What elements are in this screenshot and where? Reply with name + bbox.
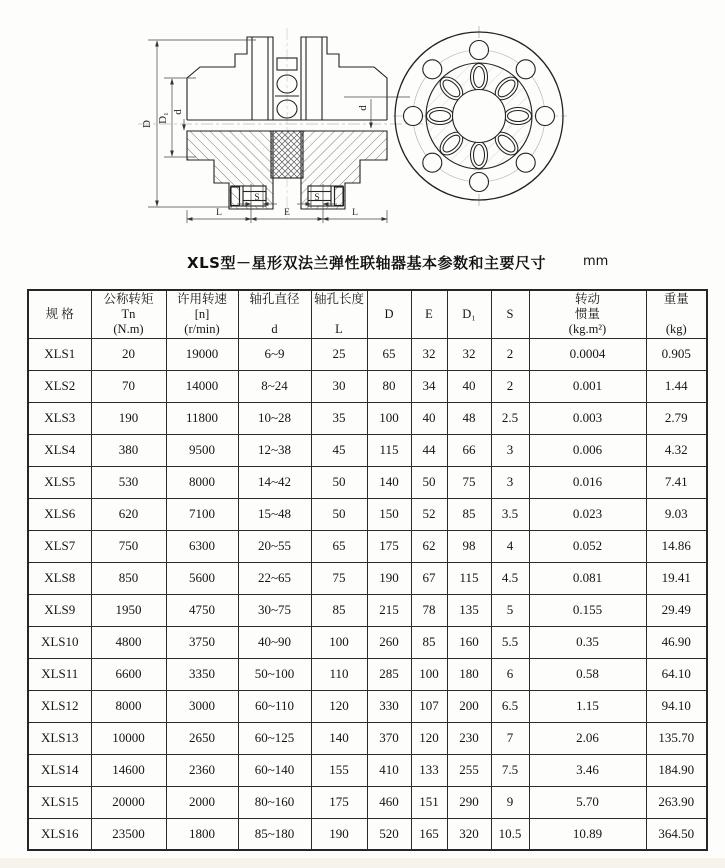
cell-spec: XLS2 bbox=[28, 370, 91, 402]
cell-nominal-torque: 20 bbox=[91, 338, 166, 370]
cell-spec: XLS12 bbox=[28, 690, 91, 722]
cell-dim-D1: 98 bbox=[447, 530, 491, 562]
cell-nominal-torque: 1950 bbox=[91, 594, 166, 626]
col-header-bore-diameter: 轴孔直径 d bbox=[238, 290, 311, 338]
cell-dim-D: 285 bbox=[367, 658, 411, 690]
cell-dim-D1: 48 bbox=[447, 402, 491, 434]
cell-nominal-torque: 620 bbox=[91, 498, 166, 530]
dim-label-E: E bbox=[284, 208, 290, 218]
cell-rotary-inertia: 0.0004 bbox=[529, 338, 646, 370]
cell-spec: XLS7 bbox=[28, 530, 91, 562]
cell-dim-D1: 290 bbox=[447, 786, 491, 818]
cell-dim-D: 215 bbox=[367, 594, 411, 626]
table-row bbox=[28, 722, 707, 754]
cell-allowable-speed: 3000 bbox=[166, 690, 238, 722]
coupling-drawings bbox=[0, 0, 725, 250]
cell-rotary-inertia: 0.023 bbox=[529, 498, 646, 530]
col-header-bore-length: 轴孔长度 L bbox=[311, 290, 367, 338]
cell-dim-S: 4.5 bbox=[491, 562, 529, 594]
cell-bore-diameter: 6~9 bbox=[238, 338, 311, 370]
col-header-nominal-torque: 公称转矩 Tn (N.m) bbox=[91, 290, 166, 338]
cell-nominal-torque: 23500 bbox=[91, 818, 166, 850]
cell-spec: XLS4 bbox=[28, 434, 91, 466]
cell-weight: 9.03 bbox=[646, 498, 707, 530]
cell-bore-length: 50 bbox=[311, 466, 367, 498]
cell-dim-S: 5 bbox=[491, 594, 529, 626]
cell-allowable-speed: 2000 bbox=[166, 786, 238, 818]
cell-dim-D: 175 bbox=[367, 530, 411, 562]
cell-dim-E: 78 bbox=[411, 594, 447, 626]
cell-rotary-inertia: 3.46 bbox=[529, 754, 646, 786]
cell-bore-length: 120 bbox=[311, 690, 367, 722]
cell-weight: 4.32 bbox=[646, 434, 707, 466]
table-row bbox=[28, 754, 707, 786]
cell-dim-S: 3 bbox=[491, 466, 529, 498]
cell-allowable-speed: 7100 bbox=[166, 498, 238, 530]
cell-nominal-torque: 850 bbox=[91, 562, 166, 594]
cell-allowable-speed: 3350 bbox=[166, 658, 238, 690]
cell-dim-E: 133 bbox=[411, 754, 447, 786]
cell-bore-diameter: 40~90 bbox=[238, 626, 311, 658]
parameter-table bbox=[27, 289, 708, 851]
cell-dim-D1: 160 bbox=[447, 626, 491, 658]
cell-rotary-inertia: 0.001 bbox=[529, 370, 646, 402]
cell-allowable-speed: 14000 bbox=[166, 370, 238, 402]
cell-spec: XLS15 bbox=[28, 786, 91, 818]
cell-bore-diameter: 60~140 bbox=[238, 754, 311, 786]
dim-label-D1: D₁ bbox=[157, 112, 169, 124]
cell-dim-D: 520 bbox=[367, 818, 411, 850]
cell-nominal-torque: 380 bbox=[91, 434, 166, 466]
cell-nominal-torque: 190 bbox=[91, 402, 166, 434]
cell-rotary-inertia: 5.70 bbox=[529, 786, 646, 818]
cell-bore-diameter: 22~65 bbox=[238, 562, 311, 594]
cell-dim-E: 151 bbox=[411, 786, 447, 818]
cell-bore-diameter: 30~75 bbox=[238, 594, 311, 626]
cell-dim-E: 85 bbox=[411, 626, 447, 658]
cell-allowable-speed: 3750 bbox=[166, 626, 238, 658]
table-row bbox=[28, 594, 707, 626]
dim-label-d-right: d bbox=[357, 105, 369, 111]
cell-weight: 46.90 bbox=[646, 626, 707, 658]
cell-weight: 364.50 bbox=[646, 818, 707, 850]
dim-label-d-left: d bbox=[172, 109, 184, 115]
cell-bore-diameter: 85~180 bbox=[238, 818, 311, 850]
cell-spec: XLS11 bbox=[28, 658, 91, 690]
cell-allowable-speed: 5600 bbox=[166, 562, 238, 594]
side-view-drawing bbox=[138, 28, 430, 223]
cell-dim-S: 2.5 bbox=[491, 402, 529, 434]
cell-weight: 64.10 bbox=[646, 658, 707, 690]
cell-dim-E: 52 bbox=[411, 498, 447, 530]
cell-nominal-torque: 10000 bbox=[91, 722, 166, 754]
cell-weight: 14.86 bbox=[646, 530, 707, 562]
cell-dim-D: 460 bbox=[367, 786, 411, 818]
cell-rotary-inertia: 0.052 bbox=[529, 530, 646, 562]
col-header-spec: 规 格 bbox=[28, 290, 91, 338]
cell-dim-D1: 255 bbox=[447, 754, 491, 786]
cell-bore-length: 45 bbox=[311, 434, 367, 466]
title-bar bbox=[27, 252, 706, 278]
cell-dim-E: 44 bbox=[411, 434, 447, 466]
cell-rotary-inertia: 0.003 bbox=[529, 402, 646, 434]
cell-nominal-torque: 4800 bbox=[91, 626, 166, 658]
cell-bore-length: 110 bbox=[311, 658, 367, 690]
cell-dim-D: 140 bbox=[367, 466, 411, 498]
cell-allowable-speed: 6300 bbox=[166, 530, 238, 562]
table-row bbox=[28, 466, 707, 498]
cell-bore-length: 140 bbox=[311, 722, 367, 754]
cell-bore-length: 175 bbox=[311, 786, 367, 818]
cell-dim-D1: 230 bbox=[447, 722, 491, 754]
col-header-dim-S: S bbox=[491, 290, 529, 338]
col-header-dim-D: D bbox=[367, 290, 411, 338]
cell-dim-D1: 115 bbox=[447, 562, 491, 594]
cell-nominal-torque: 530 bbox=[91, 466, 166, 498]
table-row bbox=[28, 626, 707, 658]
cell-dim-E: 107 bbox=[411, 690, 447, 722]
cell-dim-D: 260 bbox=[367, 626, 411, 658]
cell-rotary-inertia: 0.081 bbox=[529, 562, 646, 594]
cell-bore-length: 30 bbox=[311, 370, 367, 402]
cell-weight: 7.41 bbox=[646, 466, 707, 498]
cell-dim-D: 190 bbox=[367, 562, 411, 594]
front-view-drawing bbox=[393, 26, 567, 206]
dim-label-D: D bbox=[141, 120, 153, 128]
cell-weight: 19.41 bbox=[646, 562, 707, 594]
cell-dim-S: 5.5 bbox=[491, 626, 529, 658]
center-bore bbox=[453, 90, 506, 143]
cell-bore-diameter: 12~38 bbox=[238, 434, 311, 466]
cell-weight: 29.49 bbox=[646, 594, 707, 626]
cell-weight: 94.10 bbox=[646, 690, 707, 722]
table-row bbox=[28, 786, 707, 818]
cell-spec: XLS5 bbox=[28, 466, 91, 498]
cell-weight: 1.44 bbox=[646, 370, 707, 402]
table-row bbox=[28, 370, 707, 402]
cell-bore-diameter: 50~100 bbox=[238, 658, 311, 690]
page-title: XLS型－星形双法兰弹性联轴器基本参数和主要尺寸 bbox=[187, 254, 546, 272]
cell-dim-S: 7.5 bbox=[491, 754, 529, 786]
cell-allowable-speed: 19000 bbox=[166, 338, 238, 370]
table-row bbox=[28, 338, 707, 370]
coupling-drawing-svg bbox=[0, 0, 725, 250]
cell-dim-S: 3 bbox=[491, 434, 529, 466]
cell-dim-E: 120 bbox=[411, 722, 447, 754]
cell-dim-S: 2 bbox=[491, 370, 529, 402]
cell-spec: XLS9 bbox=[28, 594, 91, 626]
cell-dim-D: 65 bbox=[367, 338, 411, 370]
cell-allowable-speed: 4750 bbox=[166, 594, 238, 626]
col-header-dim-E: E bbox=[411, 290, 447, 338]
cell-dim-D1: 85 bbox=[447, 498, 491, 530]
cell-bore-length: 35 bbox=[311, 402, 367, 434]
cell-nominal-torque: 20000 bbox=[91, 786, 166, 818]
unit-label: mm bbox=[583, 254, 609, 269]
cell-dim-D: 410 bbox=[367, 754, 411, 786]
cell-dim-D1: 40 bbox=[447, 370, 491, 402]
cell-dim-E: 34 bbox=[411, 370, 447, 402]
cell-bore-diameter: 80~160 bbox=[238, 786, 311, 818]
cell-spec: XLS1 bbox=[28, 338, 91, 370]
cell-dim-E: 50 bbox=[411, 466, 447, 498]
cell-bore-length: 85 bbox=[311, 594, 367, 626]
cell-dim-D: 80 bbox=[367, 370, 411, 402]
cell-dim-E: 40 bbox=[411, 402, 447, 434]
cell-allowable-speed: 2650 bbox=[166, 722, 238, 754]
cell-bore-length: 50 bbox=[311, 498, 367, 530]
cell-allowable-speed: 2360 bbox=[166, 754, 238, 786]
cell-bore-diameter: 10~28 bbox=[238, 402, 311, 434]
cell-nominal-torque: 14600 bbox=[91, 754, 166, 786]
cell-dim-D: 100 bbox=[367, 402, 411, 434]
table-row bbox=[28, 818, 707, 850]
cell-allowable-speed: 1800 bbox=[166, 818, 238, 850]
cell-allowable-speed: 11800 bbox=[166, 402, 238, 434]
cell-weight: 135.70 bbox=[646, 722, 707, 754]
cell-dim-D1: 320 bbox=[447, 818, 491, 850]
cell-spec: XLS3 bbox=[28, 402, 91, 434]
cell-dim-D: 115 bbox=[367, 434, 411, 466]
cell-rotary-inertia: 0.58 bbox=[529, 658, 646, 690]
cell-dim-S: 4 bbox=[491, 530, 529, 562]
cell-dim-D1: 200 bbox=[447, 690, 491, 722]
dim-label-L-left: L bbox=[216, 208, 222, 218]
cell-bore-length: 25 bbox=[311, 338, 367, 370]
cell-dim-D1: 180 bbox=[447, 658, 491, 690]
table-body bbox=[28, 338, 707, 850]
table-row bbox=[28, 562, 707, 594]
cell-rotary-inertia: 0.006 bbox=[529, 434, 646, 466]
page-bottom-strip bbox=[0, 858, 725, 868]
cell-dim-E: 165 bbox=[411, 818, 447, 850]
cell-spec: XLS6 bbox=[28, 498, 91, 530]
table-header-row bbox=[28, 290, 707, 338]
cell-dim-D: 330 bbox=[367, 690, 411, 722]
cell-dim-S: 6 bbox=[491, 658, 529, 690]
dim-label-L-right: L bbox=[352, 208, 358, 218]
cell-nominal-torque: 6600 bbox=[91, 658, 166, 690]
table-row bbox=[28, 434, 707, 466]
cell-dim-D: 150 bbox=[367, 498, 411, 530]
col-header-weight: 重量 (kg) bbox=[646, 290, 707, 338]
cell-rotary-inertia: 0.35 bbox=[529, 626, 646, 658]
cell-dim-D1: 75 bbox=[447, 466, 491, 498]
cell-allowable-speed: 8000 bbox=[166, 466, 238, 498]
cell-dim-E: 62 bbox=[411, 530, 447, 562]
cell-dim-D1: 66 bbox=[447, 434, 491, 466]
cell-spec: XLS13 bbox=[28, 722, 91, 754]
cell-dim-D: 370 bbox=[367, 722, 411, 754]
cell-bore-length: 190 bbox=[311, 818, 367, 850]
cell-bore-length: 155 bbox=[311, 754, 367, 786]
cell-dim-S: 7 bbox=[491, 722, 529, 754]
dim-label-S-left: S bbox=[254, 193, 260, 203]
cell-bore-length: 65 bbox=[311, 530, 367, 562]
col-header-rotary-inertia: 转动 惯量 (kg.m²) bbox=[529, 290, 646, 338]
cell-dim-S: 10.5 bbox=[491, 818, 529, 850]
table-row bbox=[28, 498, 707, 530]
cell-bore-length: 100 bbox=[311, 626, 367, 658]
dim-label-S-right: S bbox=[314, 193, 320, 203]
cell-bore-diameter: 20~55 bbox=[238, 530, 311, 562]
cell-dim-S: 3.5 bbox=[491, 498, 529, 530]
table-row bbox=[28, 402, 707, 434]
cell-weight: 184.90 bbox=[646, 754, 707, 786]
cell-spec: XLS10 bbox=[28, 626, 91, 658]
cell-bore-diameter: 14~42 bbox=[238, 466, 311, 498]
cell-nominal-torque: 750 bbox=[91, 530, 166, 562]
cell-dim-S: 6.5 bbox=[491, 690, 529, 722]
cell-bore-diameter: 15~48 bbox=[238, 498, 311, 530]
cell-weight: 0.905 bbox=[646, 338, 707, 370]
cell-allowable-speed: 9500 bbox=[166, 434, 238, 466]
cell-rotary-inertia: 0.016 bbox=[529, 466, 646, 498]
table-row bbox=[28, 658, 707, 690]
cell-rotary-inertia: 10.89 bbox=[529, 818, 646, 850]
cell-spec: XLS8 bbox=[28, 562, 91, 594]
col-header-allowable-speed: 许用转速 [n] (r/min) bbox=[166, 290, 238, 338]
cell-rotary-inertia: 1.15 bbox=[529, 690, 646, 722]
table-row bbox=[28, 530, 707, 562]
cell-rotary-inertia: 2.06 bbox=[529, 722, 646, 754]
cell-dim-D1: 32 bbox=[447, 338, 491, 370]
table-row bbox=[28, 690, 707, 722]
cell-weight: 263.90 bbox=[646, 786, 707, 818]
cell-dim-E: 100 bbox=[411, 658, 447, 690]
cell-dim-E: 32 bbox=[411, 338, 447, 370]
cell-bore-diameter: 8~24 bbox=[238, 370, 311, 402]
col-header-dim-D1: D₁ bbox=[447, 290, 491, 338]
cell-nominal-torque: 70 bbox=[91, 370, 166, 402]
cell-dim-D1: 135 bbox=[447, 594, 491, 626]
cell-weight: 2.79 bbox=[646, 402, 707, 434]
cell-spec: XLS14 bbox=[28, 754, 91, 786]
cell-dim-S: 9 bbox=[491, 786, 529, 818]
cell-dim-E: 67 bbox=[411, 562, 447, 594]
cell-dim-S: 2 bbox=[491, 338, 529, 370]
cell-nominal-torque: 8000 bbox=[91, 690, 166, 722]
cell-bore-diameter: 60~110 bbox=[238, 690, 311, 722]
cell-rotary-inertia: 0.155 bbox=[529, 594, 646, 626]
cell-spec: XLS16 bbox=[28, 818, 91, 850]
cell-bore-diameter: 60~125 bbox=[238, 722, 311, 754]
cell-bore-length: 75 bbox=[311, 562, 367, 594]
